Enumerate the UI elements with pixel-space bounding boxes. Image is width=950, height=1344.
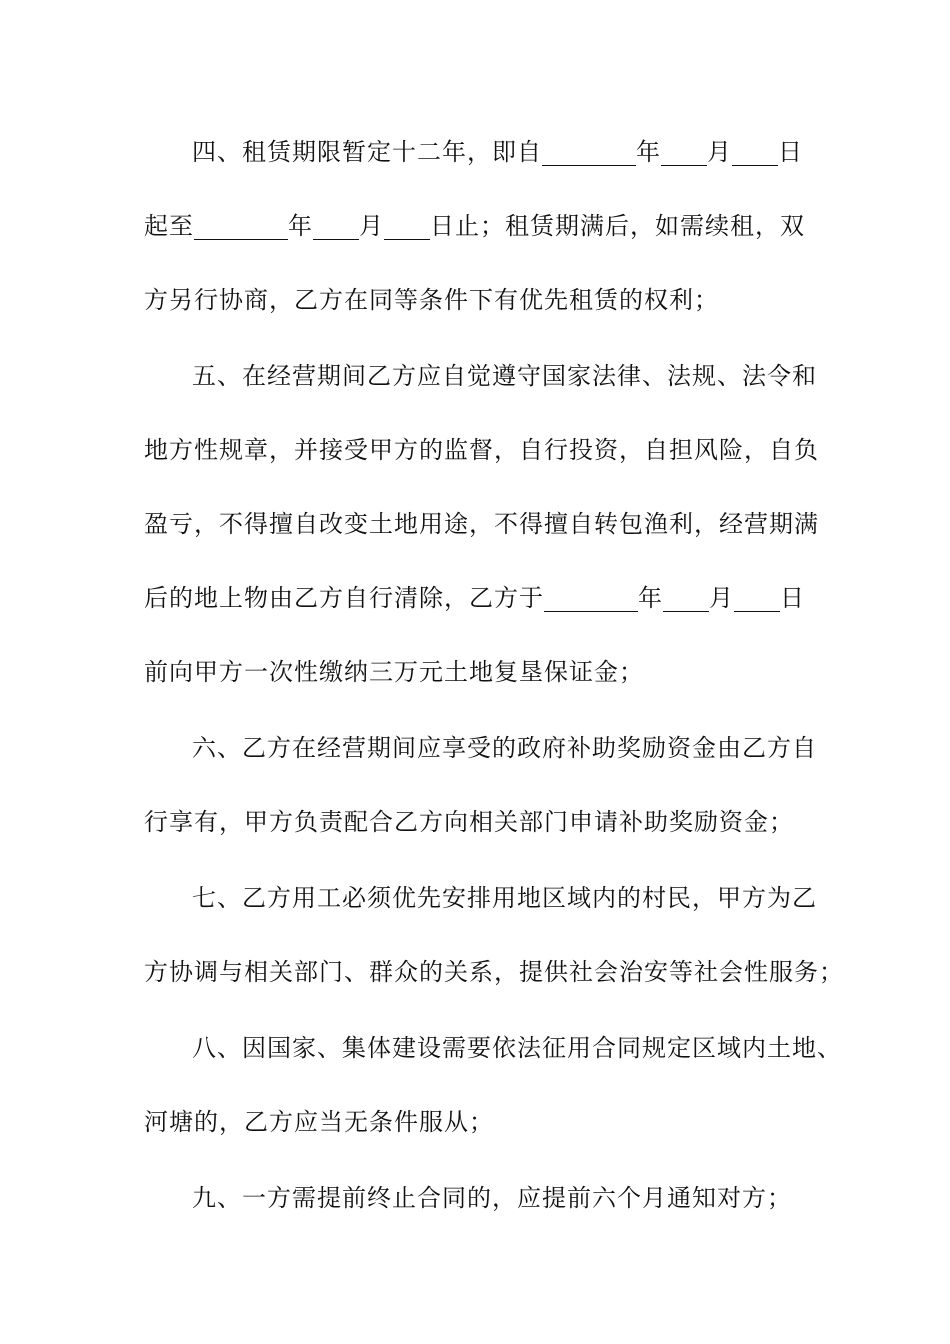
clause-5-line-4 <box>144 578 824 618</box>
clause-7-line-2: 方协调与相关部门、群众的关系，提供社会治安等社会性服务； <box>144 958 844 986</box>
month-label: 月 <box>707 138 732 166</box>
day-label: 日 <box>780 584 805 612</box>
clause-9-line-1: 九、一方需提前终止合同的，应提前六个月通知对方； <box>192 1184 792 1212</box>
clause-4-text: 四、租赁期限暂定十二年，即自 <box>192 138 542 166</box>
end-year-blank <box>194 211 288 240</box>
deposit-day-blank <box>734 583 780 612</box>
deposit-month-blank <box>663 583 709 612</box>
clause-7-line-1: 七、乙方用工必须优先安排用地区域内的村民，甲方为乙 <box>192 884 817 912</box>
clause-8-line-1: 八、因国家、集体建设需要依法征用合同规定区域内土地、 <box>192 1034 842 1062</box>
year-label: 年 <box>636 138 661 166</box>
start-day-blank <box>732 137 778 166</box>
day-label: 日 <box>778 138 803 166</box>
clause-4-line-3: 方另行协商，乙方在同等条件下有优先租赁的权利； <box>144 286 719 314</box>
end-day-blank <box>384 211 430 240</box>
clause-8-line-2: 河塘的，乙方应当无条件服从； <box>144 1108 494 1136</box>
clause-4-line-1 <box>192 132 824 172</box>
year-label: 年 <box>638 584 663 612</box>
start-year-blank <box>542 137 636 166</box>
clause-5-text: 后的地上物由乙方自行清除，乙方于 <box>144 584 544 612</box>
month-label: 月 <box>709 584 734 612</box>
clause-6-line-2: 行享有，甲方负责配合乙方向相关部门申请补助奖励资金； <box>144 808 794 836</box>
clause-5-line-3: 盈亏，不得擅自改变土地用途，不得擅自转包渔利，经营期满 <box>144 510 819 538</box>
clause-4-text: 起至 <box>144 212 194 240</box>
end-month-blank <box>313 211 359 240</box>
clause-5-line-5: 前向甲方一次性缴纳三万元土地复垦保证金； <box>144 658 644 686</box>
start-month-blank <box>661 137 707 166</box>
clause-6-line-1: 六、乙方在经营期间应享受的政府补助奖励资金由乙方自 <box>192 734 817 762</box>
deposit-year-blank <box>544 583 638 612</box>
clause-4-line-2 <box>144 206 824 246</box>
year-label: 年 <box>288 212 313 240</box>
month-label: 月 <box>359 212 384 240</box>
clause-4-text: 日止；租赁期满后，如需续租，双 <box>430 212 805 240</box>
clause-5-line-2: 地方性规章，并接受甲方的监督，自行投资，自担风险，自负 <box>144 436 819 464</box>
clause-5-line-1: 五、在经营期间乙方应自觉遵守国家法律、法规、法令和 <box>192 362 817 390</box>
